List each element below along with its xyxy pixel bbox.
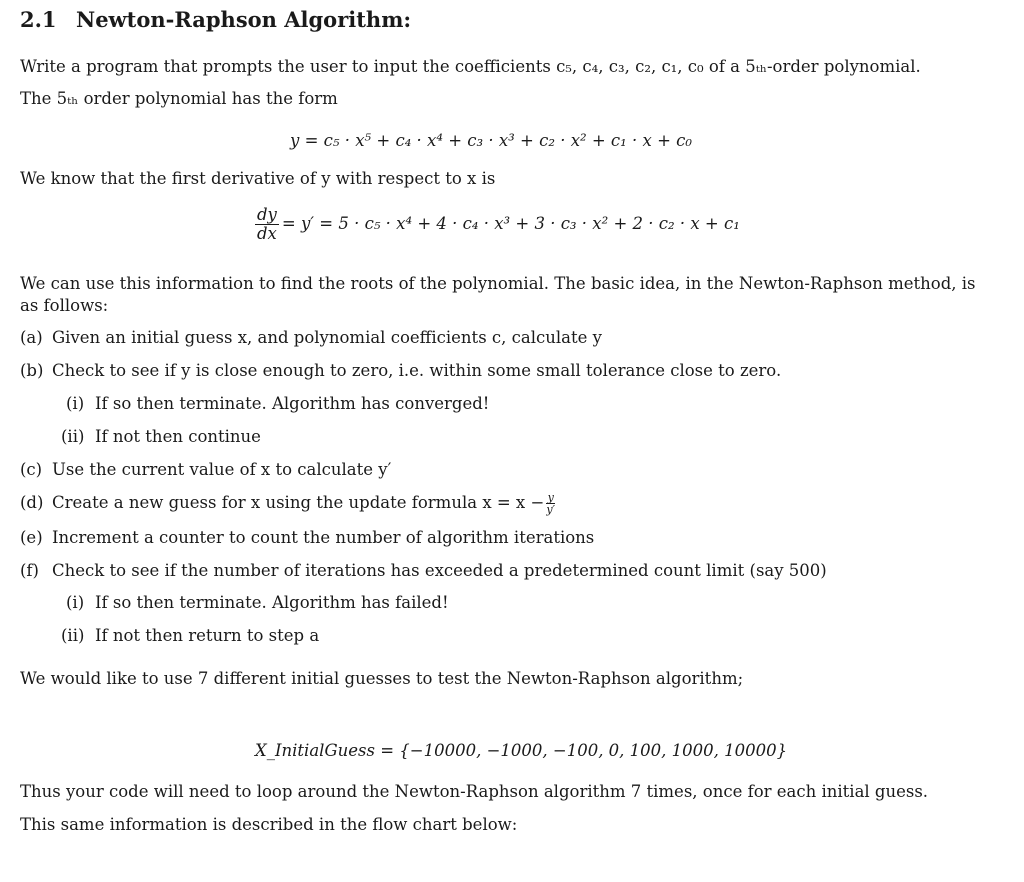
paragraph-initial-guesses: We would like to use 7 different initial guesses to test the Newton-Raphson algorithm; [20,669,744,688]
list-label: (i) [66,593,85,612]
list-label: (ii) [61,427,85,446]
list-text: Given an initial guess x, and polynomial coefficients c, calculate y [52,328,602,347]
list-item [20,460,391,480]
list-text: Create a new guess for x using the update formula x = x − [52,493,545,512]
list-label: (c) [20,460,43,479]
paragraph-method-line1: We can use this information to find the roots of the polynomial. The basic idea, in the Newton-Raphson method, is [20,274,976,293]
paragraph-loop: Thus your code will need to loop around the Newton-Raphson algorithm 7 times, once for each initial guess. [20,782,929,801]
list-item [20,361,781,381]
derivative-fraction [255,206,279,243]
list-label: (i) [66,394,85,413]
list-item [20,528,594,548]
equation-polynomial [290,131,692,151]
derivative-numerator: dy [257,205,277,224]
paragraph-coefficients: Write a program that prompts the user to input the coefficients c₅, c₄, c₃, c₂, c₁, c₀ of a 5ₜₕ-order polynomial. [20,57,921,76]
update-fraction [546,492,555,515]
list-subitem [66,394,489,414]
list-subitem [61,626,319,646]
initial-guess-set: X_InitialGuess = {−10000, −1000, −100, 0, 100, 1000, 10000} [255,741,788,760]
polynomial-expression: y = c₅ · x⁵ + c₄ · x⁴ + c₃ · x³ + c₂ · x² + c₁ · x + c₀ [290,131,693,150]
list-item [20,561,827,581]
paragraph-derivative-intro: We know that the first derivative of y with respect to x is [20,169,496,188]
list-label: (d) [20,493,44,512]
list-text: Increment a counter to count the number of algorithm iterations [52,528,595,547]
paragraph-flowchart: This same information is described in the flow chart below: [20,815,518,834]
equation-derivative [255,206,740,243]
list-text: Use the current value of x to calculate y′ [52,460,392,479]
section-number: 2.1 [20,7,57,32]
derivative-denominator: dx [257,224,277,243]
list-text: If not then return to step a [95,626,320,645]
equation-initial-guess [255,741,787,761]
section-title: Newton-Raphson Algorithm: [76,7,412,32]
paragraph-method-line2: as follows: [20,296,109,315]
section-heading [20,7,411,33]
list-label: (ii) [61,626,85,645]
list-text: If so then terminate. Algorithm has failed! [95,593,449,612]
list-item [20,328,602,348]
list-item [20,492,555,515]
list-text: Check to see if y is close enough to zero, i.e. within some small tolerance close to zero. [52,361,782,380]
list-label: (e) [20,528,43,547]
list-text: Check to see if the number of iterations has exceeded a predetermined count limit (say 500) [52,561,827,580]
list-label: (f) [20,561,39,580]
list-subitem [66,593,449,613]
list-label: (a) [20,328,43,347]
paragraph-polynomial-form: The 5ₜₕ order polynomial has the form [20,89,338,108]
derivative-expression: = y′ = 5 · c₅ · x⁴ + 4 · c₄ · x³ + 3 · c₃ · x² + 2 · c₂ · x + c₁ [281,214,740,233]
list-subitem [61,427,261,447]
update-numerator: y [547,491,554,504]
list-text: If so then terminate. Algorithm has converged! [95,394,490,413]
update-denominator: y′ [546,503,556,516]
list-text: If not then continue [95,427,261,446]
list-label: (b) [20,361,44,380]
